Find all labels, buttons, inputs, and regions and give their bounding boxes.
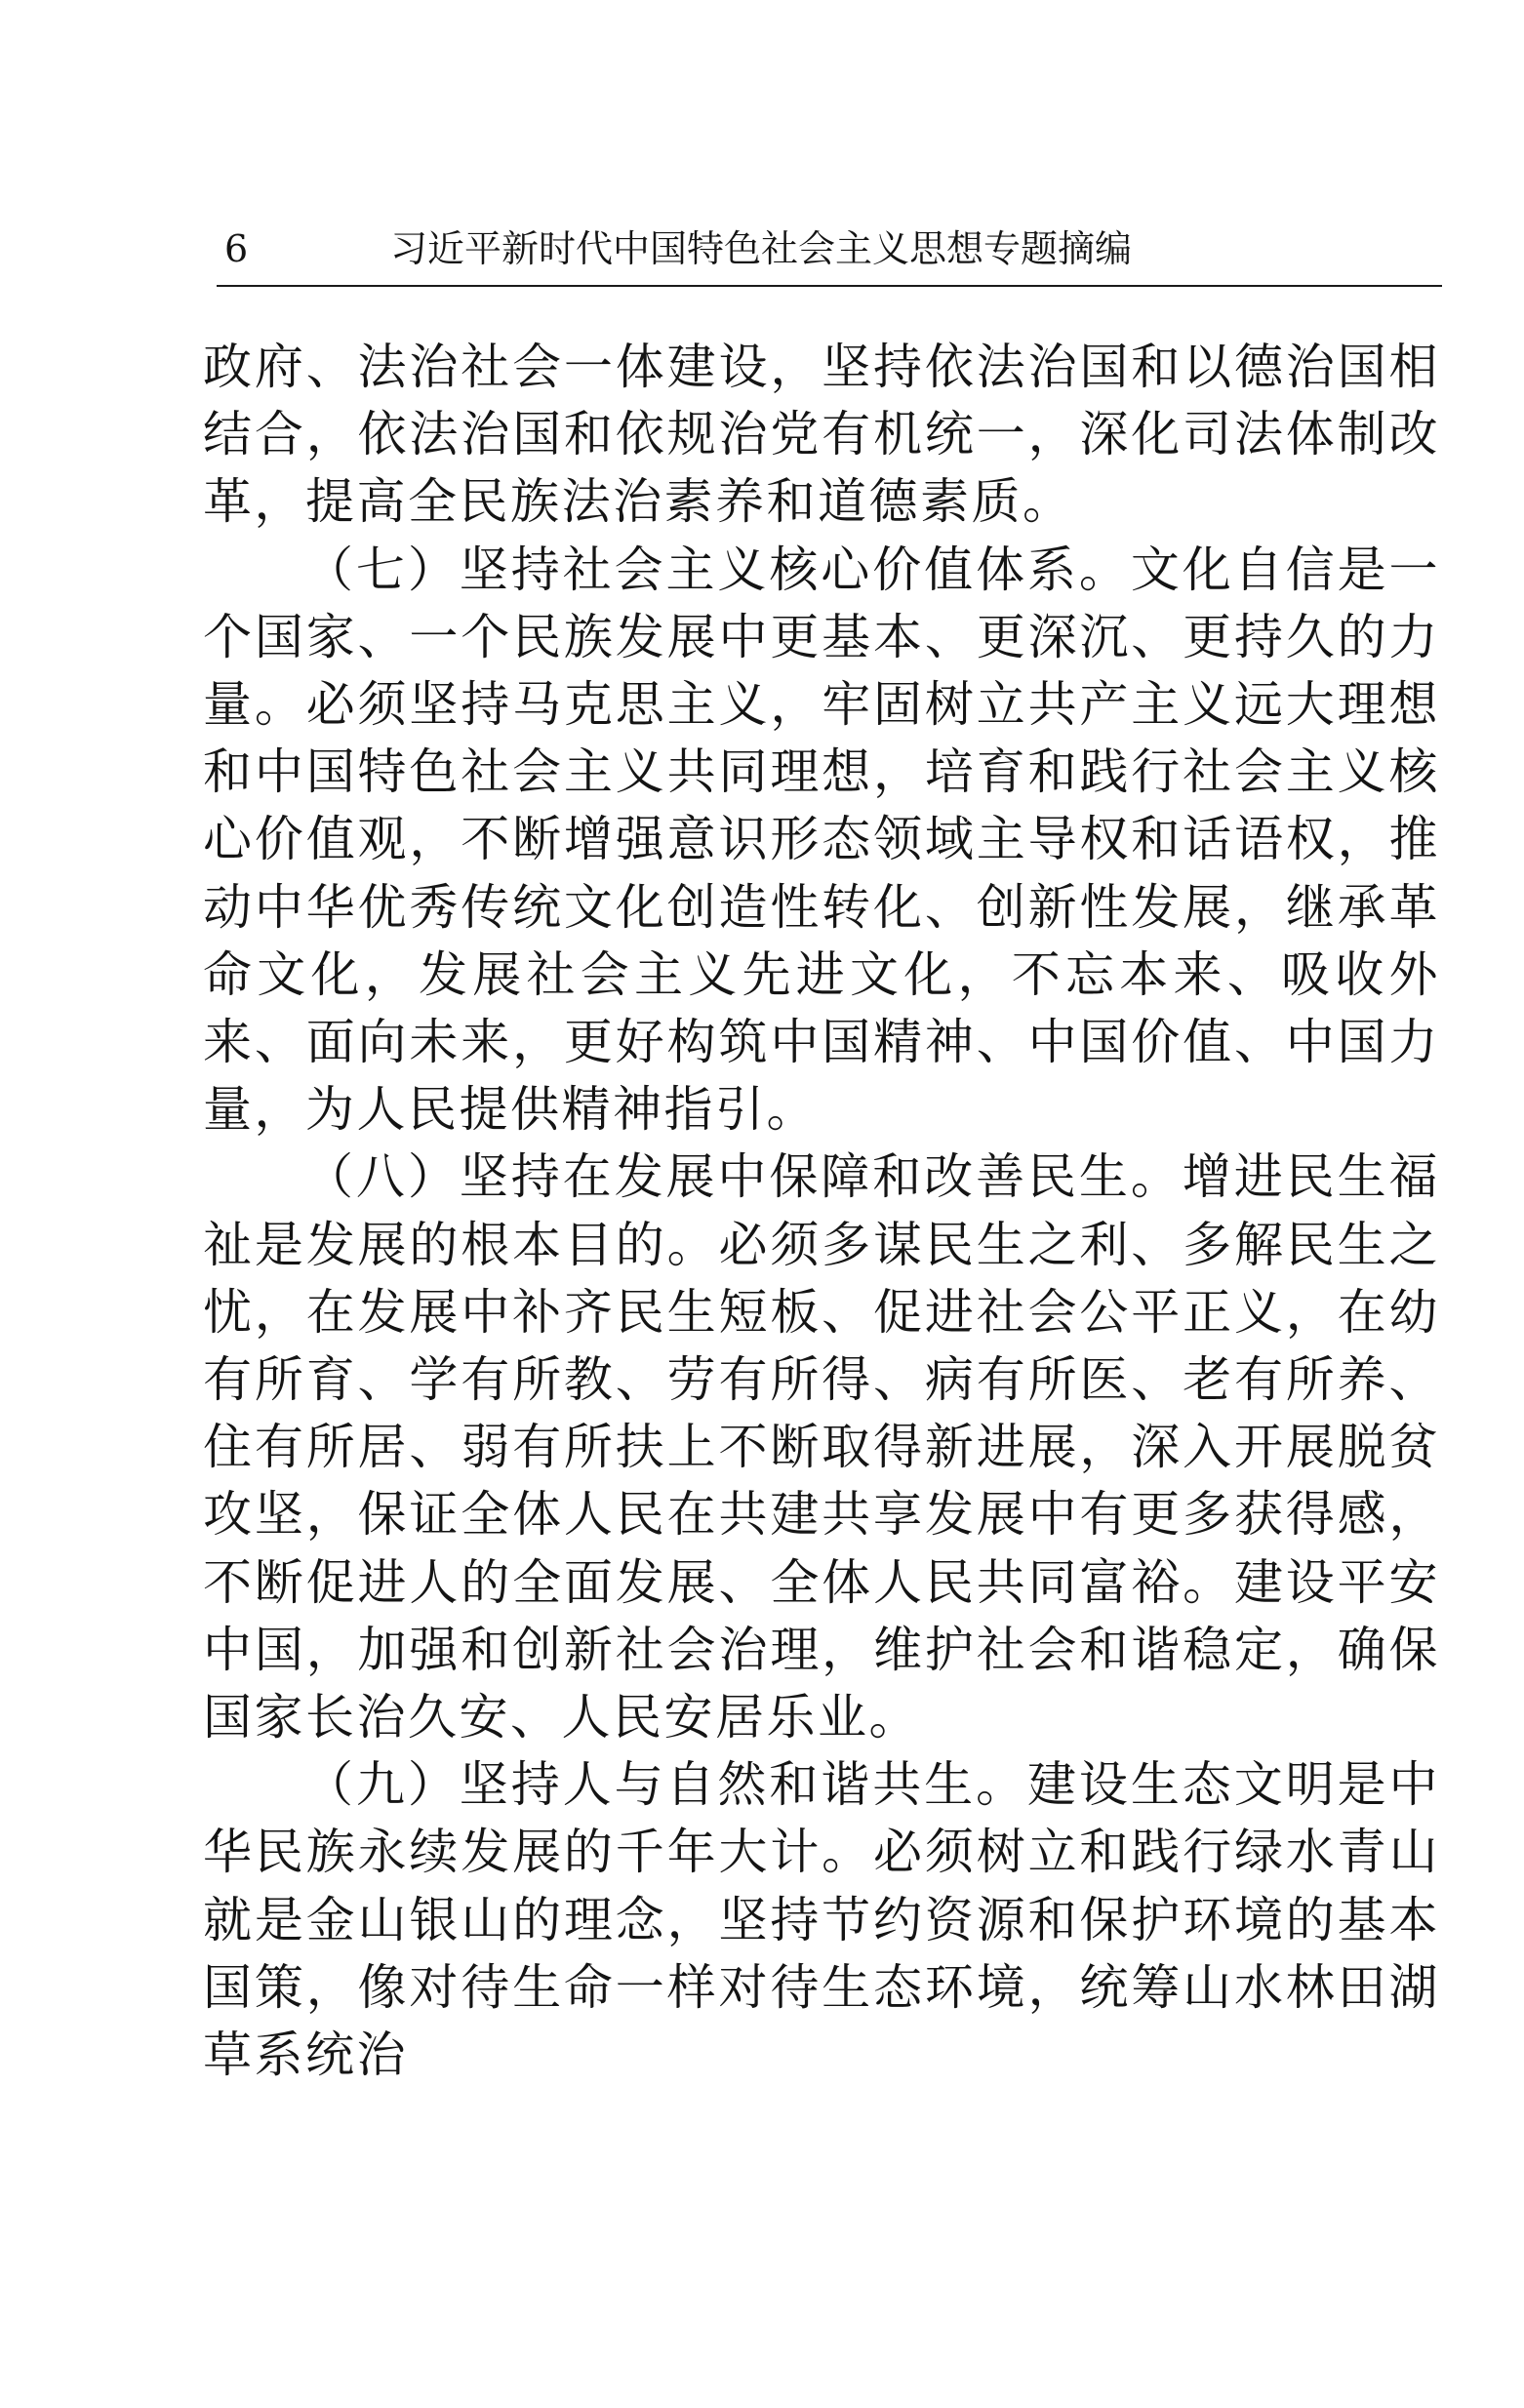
paragraph-continued: 政府、法治社会一体建设，坚持依法治国和以德治国相结合，依法治国和依规治党有机统一，深化司法体制改革，提高全民族法治素养和道德素质。 (203, 339, 1440, 531)
body-text (203, 334, 1440, 2089)
page-header (217, 217, 1442, 287)
page-number: 6 (224, 227, 249, 270)
running-title: 习近平新时代中国特色社会主义思想专题摘编 (390, 227, 1133, 270)
paragraph-section-9: （九）坚持人与自然和谐共生。建设生态文明是中华民族永续发展的千年大计。必须树立和践行绿水青山就是金山银山的理念，坚持节约资源和保护环境的基本国策，像对待生命一样对待生态环境，统筹山水林田湖草系统治 (203, 1756, 1440, 2084)
paragraph-section-7: （七）坚持社会主义核心价值体系。文化自信是一个国家、一个民族发展中更基本、更深沉、更持久的力量。必须坚持马克思主义，牢固树立共产主义远大理想和中国特色社会主义共同理想，培育和践行社会主义核心价值观，不断增强意识形态领域主导权和话语权，推动中华优秀传统文化创造性转化、创新性发展，继承革命文化，发展社会主义先进文化，不忘本来、吸收外来、面向未来，更好构筑中国精神、中国价值、中国力量，为人民提供精神指引。 (203, 541, 1440, 1139)
paragraph-section-8: （八）坚持在发展中保障和改善民生。增进民生福祉是发展的根本目的。必须多谋民生之利、多解民生之忧，在发展中补齐民生短板、促进社会公平正义，在幼有所育、学有所教、劳有所得、病有所医、老有所养、住有所居、弱有所扶上不断取得新进展，深入开展脱贫攻坚，保证全体人民在共建共享发展中有更多获得感，不断促进人的全面发展、全体人民共同富裕。建设平安中国，加强和创新社会治理，维护社会和谐稳定，确保国家长治久安、人民安居乐业。 (203, 1148, 1440, 1746)
